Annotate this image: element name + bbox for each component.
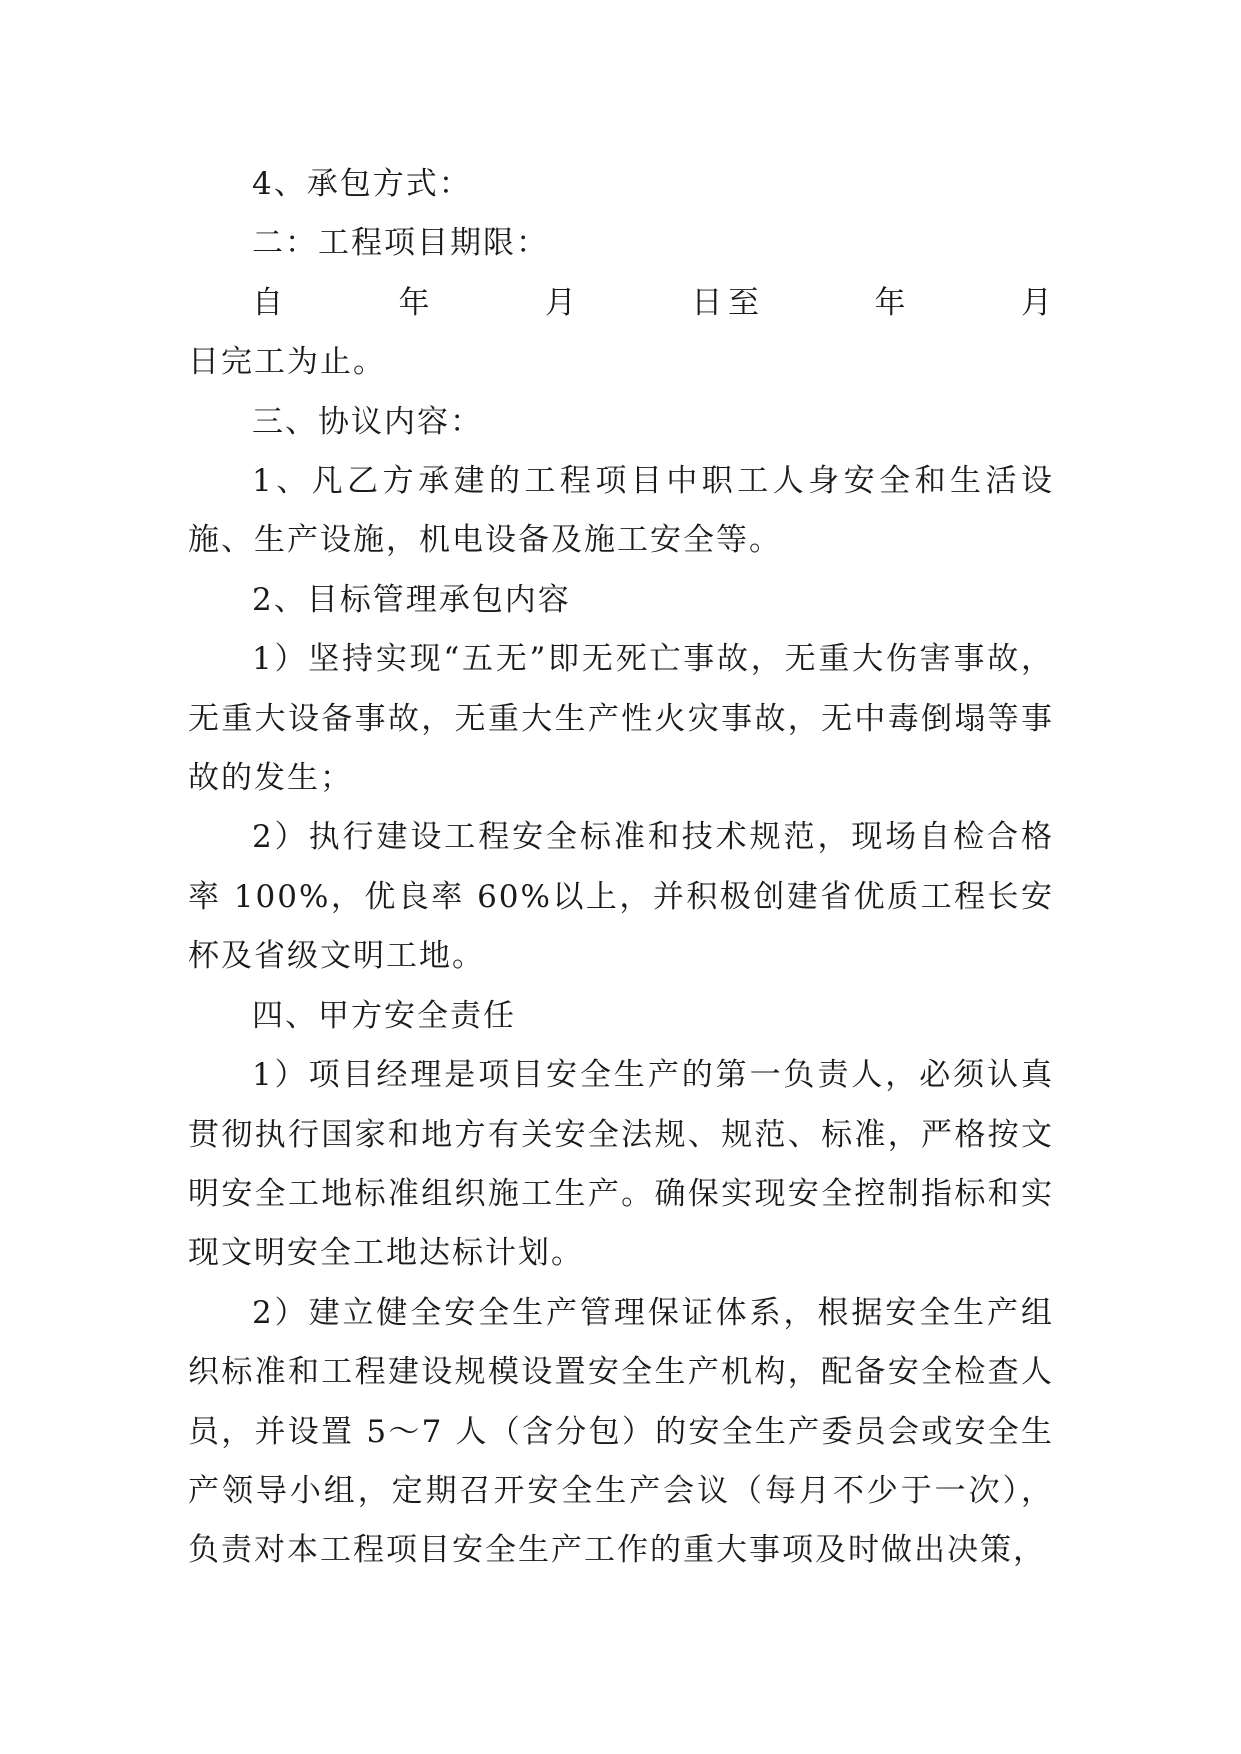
paragraph-contract-method: 4、承包方式： (252, 166, 472, 202)
paragraph-party-a-item-2: 2）建立健全安全生产管理保证体系，根据安全生产组织标准和工程建设规模设置安全生产机构，配备安全检查人员，并设置 5～7 人（含分包）的安全生产委员会或安全生产领导小组，定期召开安全生产会议（每月不少于一次），负责对本工程项目安全生产工作的重大事项及时做出决策， (188, 1294, 1054, 1569)
paragraph-party-a-heading: 四、甲方安全责任 (252, 997, 516, 1034)
paragraph-party-a-item-1: 1）项目经理是项目安全生产的第一负责人，必须认真贯彻执行国家和地方有关安全法规、规范、标准，严格按文明安全工地标准组织施工生产。确保实现安全控制指标和实现文明安全工地达标计划。 (188, 1057, 1054, 1272)
paragraph-goal-standards: 2）执行建设工程安全标准和技术规范，现场自检合格率 100%，优良率 60%以上，并积极创建省优质工程长安杯及省级文明工地。 (188, 819, 1054, 975)
paragraph-project-period-heading: 二：工程项目期限： (252, 225, 549, 262)
paragraph-goal-five-none: 1）坚持实现“五无”即无死亡事故，无重大伤害事故，无重大设备事故，无重大生产性火灾事故，无中毒倒塌等事故的发生； (188, 641, 1054, 797)
document-body (188, 155, 1153, 1581)
paragraph-agreement-heading: 三、协议内容： (252, 403, 483, 440)
paragraph-agreement-item-2: 2、目标管理承包内容 (252, 581, 571, 618)
paragraph-project-period-dates: 自 年 月 日至 年 月 日完工为止。 (188, 284, 1153, 381)
paragraph-agreement-item-1: 1、凡乙方承建的工程项目中职工人身安全和生活设施、生产设施，机电设备及施工安全等。 (188, 463, 1054, 559)
